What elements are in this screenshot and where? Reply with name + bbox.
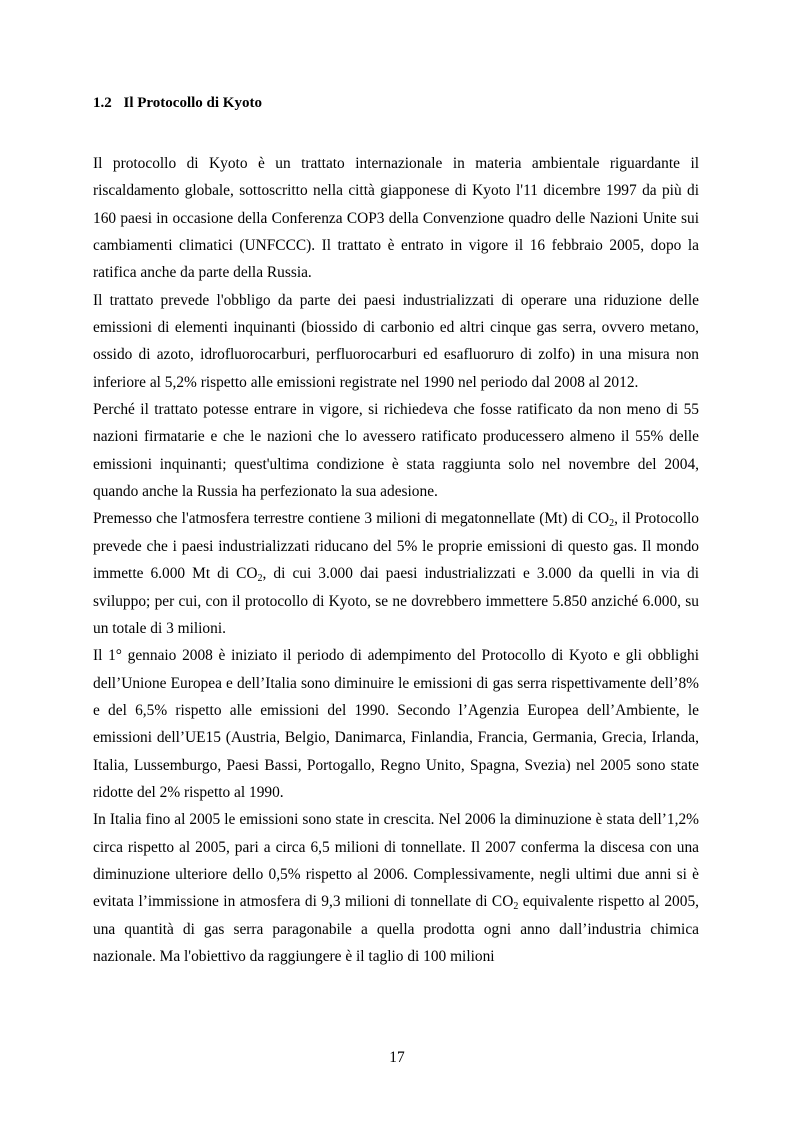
paragraph-eu-commitments: Il 1° gennaio 2008 è iniziato il periodo di adempimento del Protocollo di Kyoto e gli obblighi dell’Unione Europea e dell’Italia sono diminuire le emissioni di gas serra rispettivamente dell’8% e del 6,5% rispetto alle emissioni del 1990. Secondo l’Agenzia Europea dell’Ambiente, le emissioni dell’UE15 (Austria, Belgio, Danimarca, Finlandia, Francia, Germania, Grecia, Irlanda, Italia, Lussemburgo, Paesi Bassi, Portogallo, Regno Unito, Spagna, Svezia) nel 2005 sono state ridotte del 2% rispetto al 1990. <box>93 647 699 801</box>
paragraph-emission-obligations: Il trattato prevede l'obbligo da parte dei paesi industrializzati di operare una riduzione delle emissioni di elementi inquinanti (biossido di carbonio ed altri cinque gas serra, ovvero metano, ossido di azoto, idrofluorocarburi, perfluorocarburi ed esafluoruro di zolfo) in una misura non inferiore al 5,2% rispetto alle emissioni registrate nel 1990 nel periodo dal 2008 al 2012. <box>93 291 699 391</box>
paragraph-text-segment: , di cui 3.000 dai paesi industrializzati e 3.000 da quelli in via di sviluppo; per cui, con il protocollo di Kyoto, se ne dovrebbero immettere 5.850 anziché 6.000, su un totale di 3 milioni. <box>93 565 700 637</box>
section-heading <box>93 93 699 113</box>
paragraph-italy-emissions <box>93 806 699 970</box>
co2-subscript: 2 <box>609 518 615 530</box>
co2-subscript: 2 <box>257 573 263 585</box>
body-text <box>93 150 699 970</box>
paragraph-co2-reduction <box>93 505 699 642</box>
page-number: 17 <box>389 1049 405 1066</box>
paragraph-text-segment: , il Protocollo prevede che i paesi industrializzati riducano del 5% le proprie emissioni di questo gas. Il mondo immette 6.000 Mt di CO <box>93 510 699 583</box>
paragraph-ratification-conditions: Perché il trattato potesse entrare in vigore, si richiedeva che fosse ratificato da non meno di 55 nazioni firmatarie e che le nazioni che lo avessero ratificato producessero almeno il 55% delle emissioni inquinanti; quest'ultima condizione è stata raggiunta solo nel novembre del 2004, quando anche la Russia ha perfezionato la sua adesione. <box>93 401 699 501</box>
document-page <box>93 93 699 970</box>
section-title: Il Protocollo di Kyoto <box>123 95 262 111</box>
paragraph-text-segment: In Italia fino al 2005 le emissioni sono state in crescita. Nel 2006 la diminuzione è stata dell’1,2% circa rispetto al 2005, pari a circa 6,5 milioni di tonnellate. Il 2007 conferma la discesa con una diminuzione ulteriore dello 0,5% rispetto al 2006. Complessivamente, negli ultimi due anni si è evitata l’immissione in atmosfera di 9,3 milioni di tonnellate di CO <box>93 811 699 911</box>
section-number: 1.2 <box>93 95 112 111</box>
paragraph-text-segment: Premesso che l'atmosfera terrestre contiene 3 milioni di megatonnellate (Mt) di CO <box>93 510 610 528</box>
paragraph-text-segment: equivalente rispetto al 2005, una quantità di gas serra paragonabile a quella prodotta ogni anno dall’industria chimica nazionale. Ma l'obiettivo da raggiungere è il taglio di 100 milioni <box>93 893 699 965</box>
paragraph-kyoto-intro: Il protocollo di Kyoto è un trattato internazionale in materia ambientale riguardante il riscaldamento globale, sottoscritto nella città giapponese di Kyoto l'11 dicembre 1997 da più di 160 paesi in occasione della Conferenza COP3 della Convenzione quadro delle Nazioni Unite sui cambiamenti climatici (UNFCCC). Il trattato è entrato in vigore il 16 febbraio 2005, dopo la ratifica anche da parte della Russia. <box>93 155 699 282</box>
co2-subscript: 2 <box>513 901 519 913</box>
